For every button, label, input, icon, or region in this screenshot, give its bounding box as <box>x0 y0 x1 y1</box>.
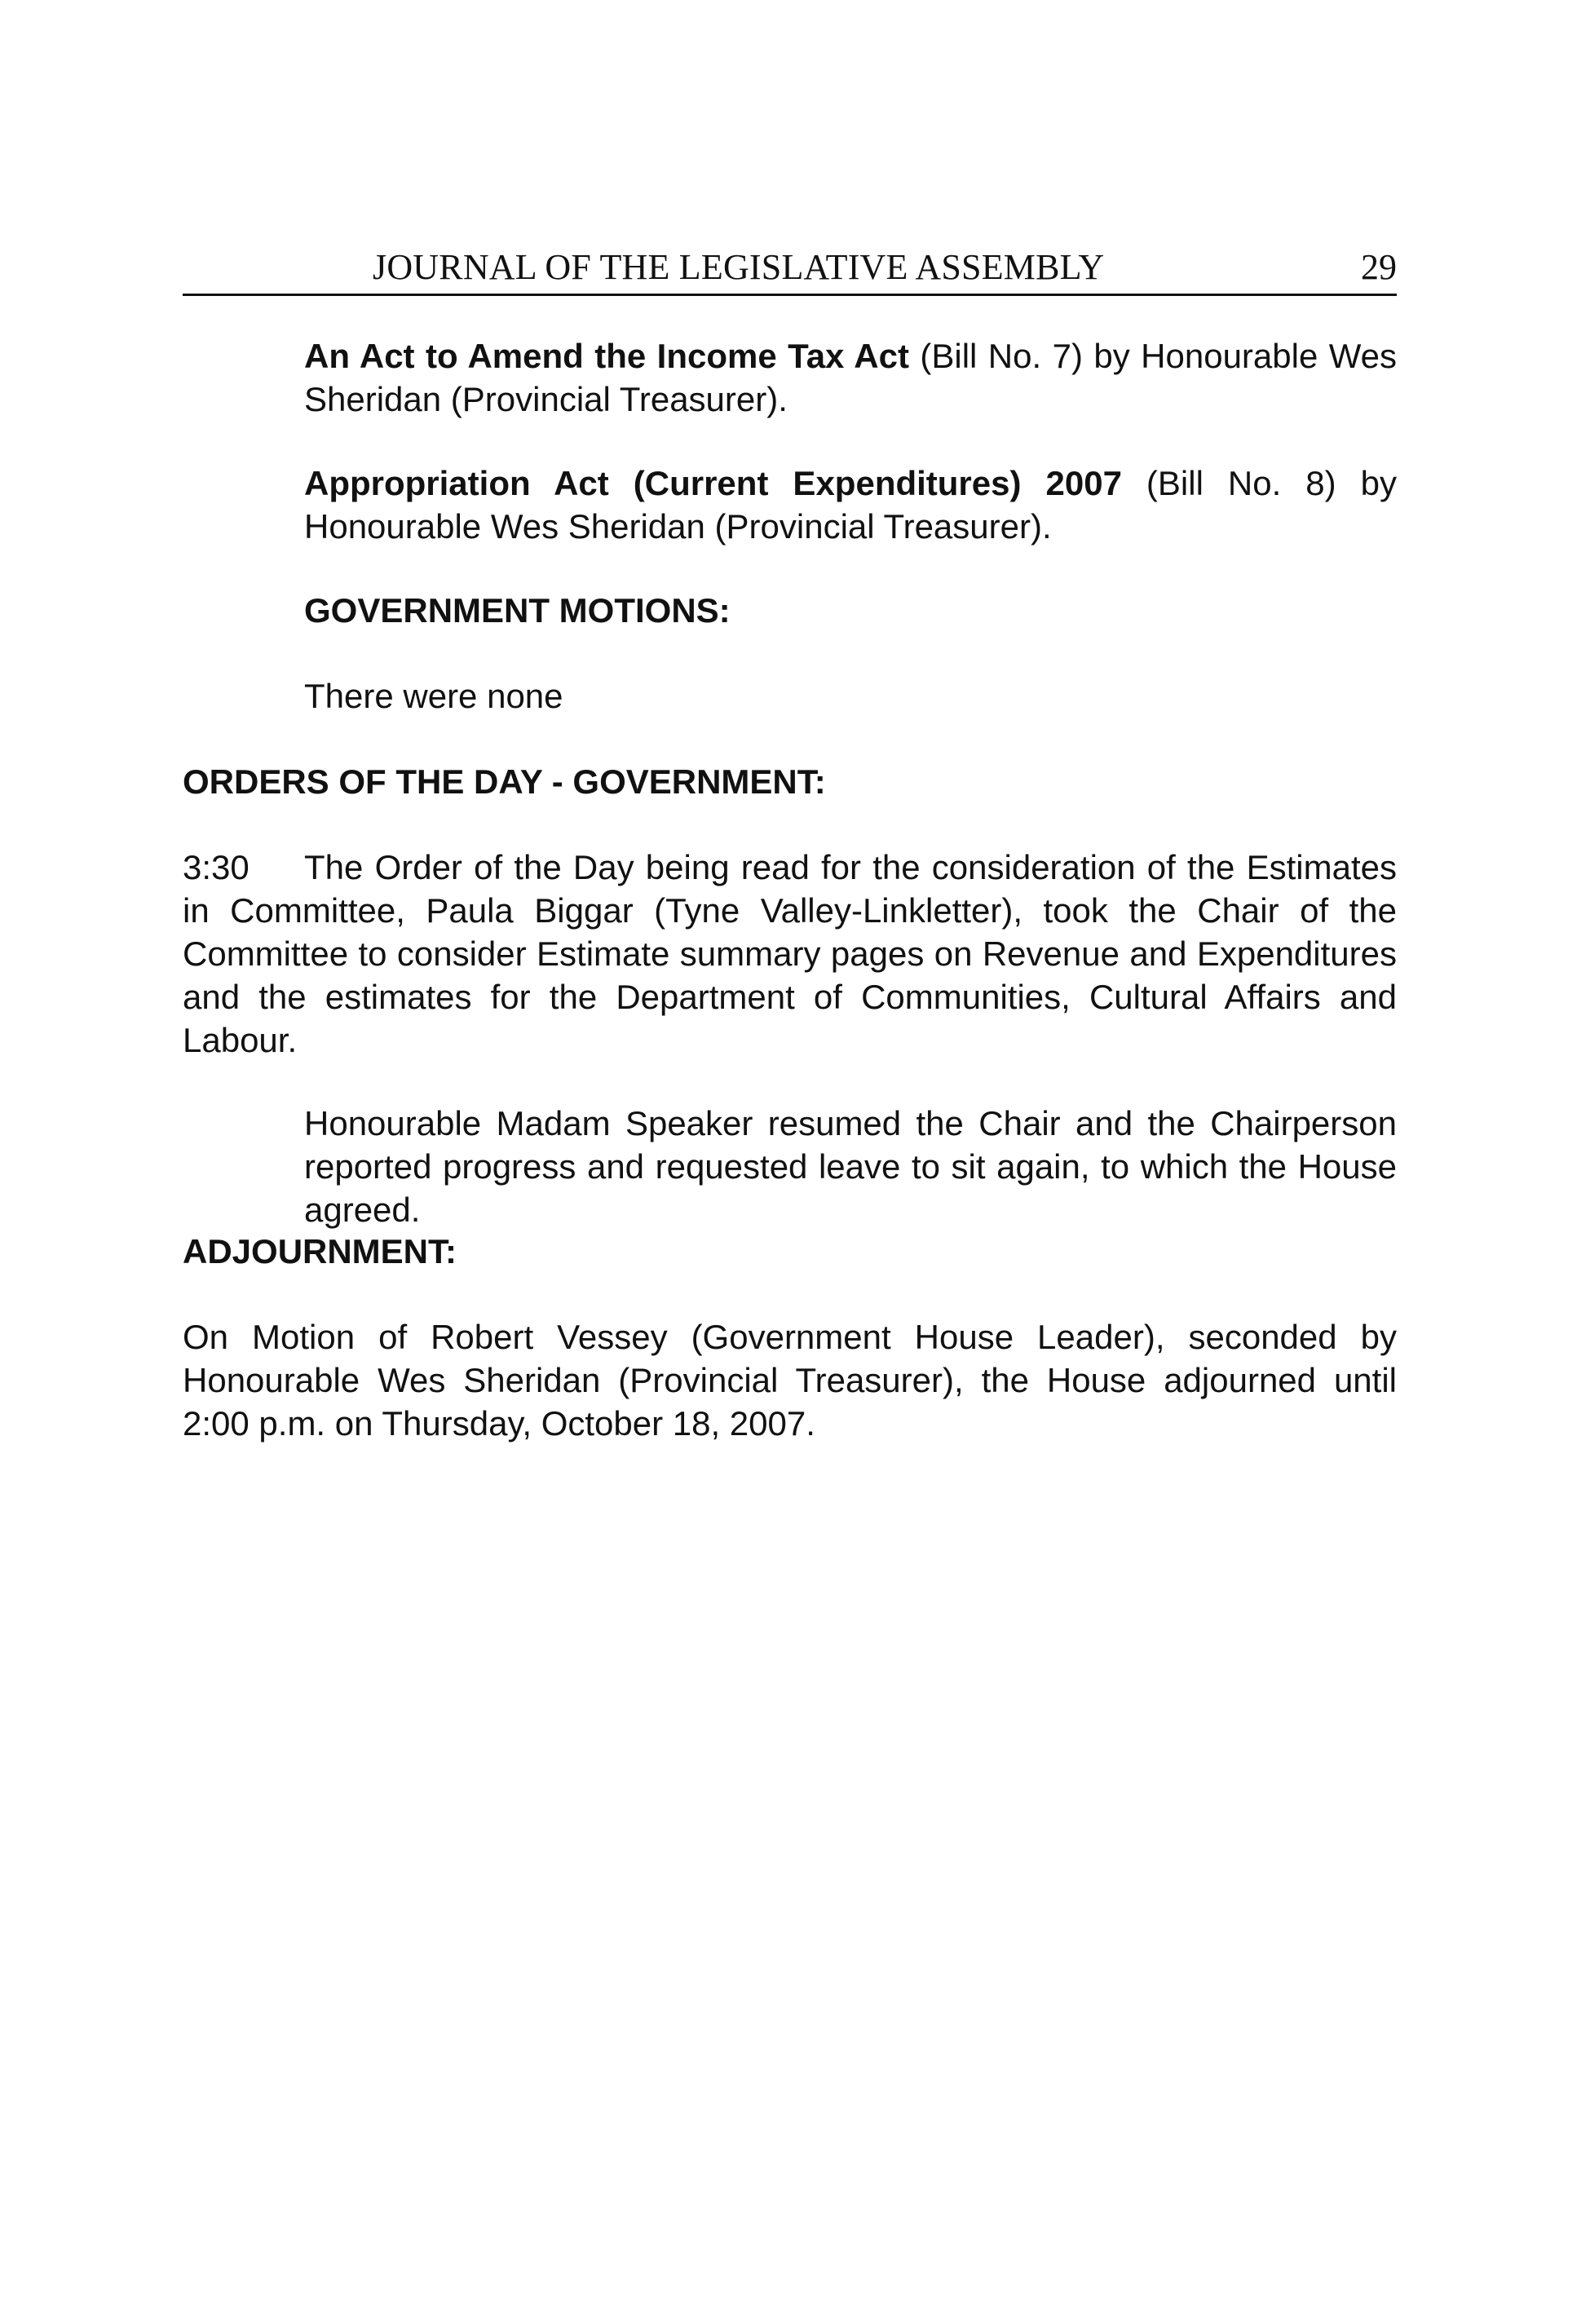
journal-page <box>183 245 1397 2202</box>
bill-title: Appropriation Act (Current Expenditures) 2007 <box>304 464 1122 502</box>
orders-of-the-day-entry <box>183 846 1397 1062</box>
running-head <box>183 245 1397 296</box>
government-motions-heading: GOVERNMENT MOTIONS: <box>304 591 731 630</box>
entry-time: 3:30 <box>183 848 250 886</box>
bill-entry <box>304 462 1397 548</box>
bill-entry <box>304 334 1397 421</box>
bill-details: (Bill No. 8) by Honourable Wes Sheridan (Provincial Treasurer). <box>304 464 1397 546</box>
speaker-resumed-chair-text: Honourable Madam Speaker resumed the Chair and the Chairperson reported progress and requested leave to sit again, to which the House agreed. <box>304 1104 1397 1229</box>
government-motions-text: There were none <box>304 677 563 715</box>
page-number: 29 <box>1361 247 1397 287</box>
adjournment-heading: ADJOURNMENT: <box>183 1232 457 1270</box>
orders-of-the-day-heading: ORDERS OF THE DAY - GOVERNMENT: <box>183 762 826 801</box>
bill-title: An Act to Amend the Income Tax Act <box>304 337 909 375</box>
running-head-title: JOURNAL OF THE LEGISLATIVE ASSEMBLY <box>373 247 1105 287</box>
bill-details: (Bill No. 7) by Honourable Wes Sheridan (Provincial Treasurer). <box>304 337 1397 418</box>
entry-text: The Order of the Day being read for the consideration of the Estimates in Committee, Paula Biggar (Tyne Valley-Linkletter), took the Chair of the Committee to consider Estimate summary pages on Revenue and Expenditures and the estimates for the Department of Communities, Cultural Affairs and Labour. <box>183 848 1397 1059</box>
adjournment-text: On Motion of Robert Vessey (Government House Leader), seconded by Honourable Wes Sheridan (Provincial Treasurer), the House adjourned until 2:00 p.m. on Thursday, October 18, 2007. <box>183 1318 1397 1443</box>
